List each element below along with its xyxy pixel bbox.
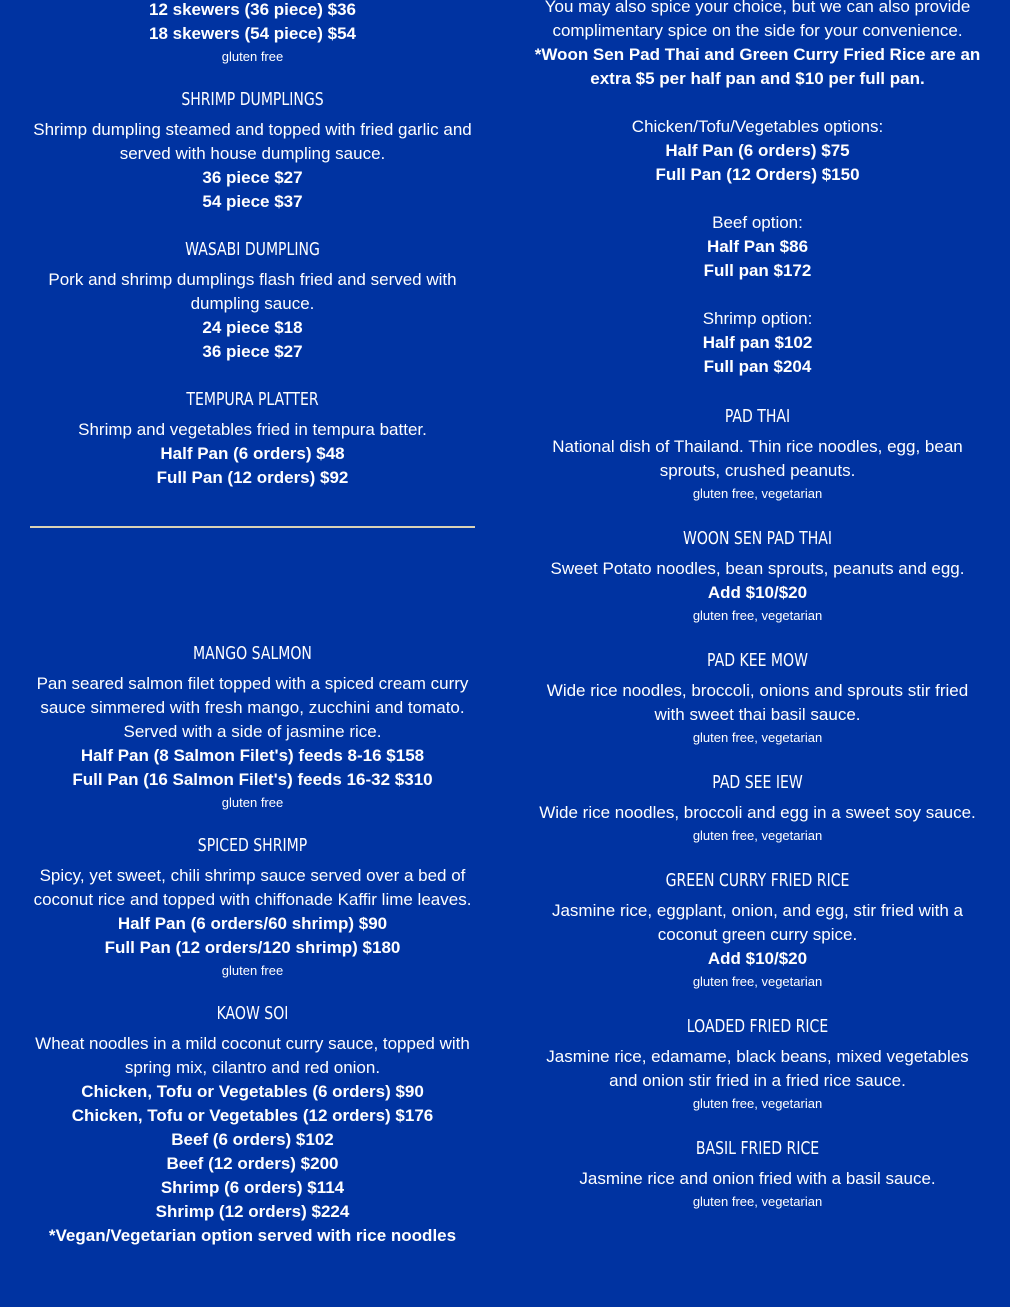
menu-item-green-curry-fried-rice xyxy=(530,869,985,991)
menu-price: 36 piece $27 xyxy=(202,168,303,187)
menu-price: Shrimp (6 orders) $114 xyxy=(160,1178,345,1197)
option-label: Beef option: xyxy=(712,213,803,232)
menu-item-description: Spicy, yet sweet, chili shrimp sauce served over a bed of coconut rice and topped with chiffonade Kaffir lime leaves. xyxy=(33,866,472,909)
option-chicken-tofu-vegetables xyxy=(530,115,985,187)
menu-item-title: MANGO SALMON xyxy=(193,643,312,664)
menu-price: Full pan $204 xyxy=(703,357,812,376)
menu-price: Chicken, Tofu or Vegetables (6 orders) $90 xyxy=(81,1082,424,1101)
menu-item-shrimp-dumplings xyxy=(30,88,475,214)
menu-price: Half Pan (6 orders/60 shrimp) $90 xyxy=(117,914,388,933)
menu-item-description: Shrimp and vegetables fried in tempura batter. xyxy=(78,420,427,439)
menu-item-title: BASIL FRIED RICE xyxy=(695,1138,820,1159)
menu-item-description: Shrimp dumpling steamed and topped with fried garlic and served with house dumpling sauce. xyxy=(33,120,472,163)
menu-price: 24 piece $18 xyxy=(202,318,303,337)
menu-price: Add $10/$20 xyxy=(707,583,808,602)
left-menu-column xyxy=(30,0,475,1248)
menu-price: Add $10/$20 xyxy=(707,949,808,968)
menu-item-description: Wide rice noodles, broccoli and egg in a sweet soy sauce. xyxy=(539,803,976,822)
menu-item-title: GREEN CURRY FRIED RICE xyxy=(665,870,850,891)
option-shrimp xyxy=(530,307,985,379)
menu-price: Full Pan (12 orders/120 shrimp) $180 xyxy=(104,938,401,957)
menu-item-title: SHRIMP DUMPLINGS xyxy=(181,89,324,110)
menu-item-title: WASABI DUMPLING xyxy=(185,239,320,260)
intro-description: You may also spice your choice, but we can also provide complimentary spice on the side for your convenience. xyxy=(544,0,971,40)
menu-price: 12 skewers (36 piece) $36 xyxy=(149,0,356,19)
menu-item-description: Jasmine rice, edamame, black beans, mixed vegetables and onion stir fried in a fried rice sauce. xyxy=(546,1047,969,1090)
menu-item-title: SPICED SHRIMP xyxy=(197,835,308,856)
menu-item-description: Jasmine rice and onion fried with a basil sauce. xyxy=(579,1169,936,1188)
menu-price: 18 skewers (54 piece) $54 xyxy=(149,24,356,43)
dietary-tag: gluten free, vegetarian xyxy=(692,1194,823,1209)
dietary-tag: gluten free xyxy=(221,49,284,64)
section-divider xyxy=(30,526,475,528)
menu-item-pad-see-iew xyxy=(530,771,985,845)
menu-item-description: Wheat noodles in a mild coconut curry sauce, topped with spring mix, cilantro and red onion. xyxy=(35,1034,470,1077)
dietary-tag: gluten free, vegetarian xyxy=(692,974,823,989)
right-menu-column xyxy=(530,0,985,1211)
option-beef xyxy=(530,211,985,283)
menu-item-title: WOON SEN PAD THAI xyxy=(682,528,833,549)
menu-item-loaded-fried-rice xyxy=(530,1015,985,1113)
menu-price: 54 piece $37 xyxy=(202,192,303,211)
dietary-tag: gluten free, vegetarian xyxy=(692,730,823,745)
menu-item-pad-thai xyxy=(530,405,985,503)
menu-price: 36 piece $27 xyxy=(202,342,303,361)
menu-price: Chicken, Tofu or Vegetables (12 orders) $176 xyxy=(71,1106,434,1125)
menu-price: Half Pan (6 orders) $75 xyxy=(665,141,850,160)
menu-item-wasabi-dumpling xyxy=(30,238,475,364)
option-label: Shrimp option: xyxy=(702,309,813,328)
dietary-tag: gluten free, vegetarian xyxy=(692,828,823,843)
menu-price: Half Pan (8 Salmon Filet's) feeds 8-16 $158 xyxy=(80,746,425,765)
menu-item-description: Pork and shrimp dumplings flash fried and served with dumpling sauce. xyxy=(48,270,457,313)
intro-note: *Woon Sen Pad Thai and Green Curry Fried Rice are an extra $5 per half pan and $10 per full pan. xyxy=(534,45,981,88)
menu-price: Full pan $172 xyxy=(703,261,812,280)
menu-item-description: Wide rice noodles, broccoli, onions and sprouts stir fried with sweet thai basil sauce. xyxy=(546,681,969,724)
menu-price: Shrimp (12 orders) $224 xyxy=(155,1202,350,1221)
menu-price: Half Pan (6 orders) $48 xyxy=(160,444,345,463)
menu-price: Half pan $102 xyxy=(702,333,813,352)
skewers-prices xyxy=(30,0,475,66)
menu-item-kaow-soi xyxy=(30,1002,475,1248)
menu-item-title: LOADED FRIED RICE xyxy=(686,1016,829,1037)
menu-item-title: TEMPURA PLATTER xyxy=(186,389,319,410)
menu-price: Half Pan $86 xyxy=(706,237,809,256)
dietary-tag: gluten free, vegetarian xyxy=(692,1096,823,1111)
menu-item-description: National dish of Thailand. Thin rice noodles, egg, bean sprouts, crushed peanuts. xyxy=(552,437,963,480)
dietary-tag: gluten free xyxy=(221,795,284,810)
menu-item-mango-salmon xyxy=(30,642,475,812)
menu-item-woon-sen-pad-thai xyxy=(530,527,985,625)
menu-note: *Vegan/Vegetarian option served with rice noodles xyxy=(48,1226,457,1245)
dietary-tag: gluten free, vegetarian xyxy=(692,486,823,501)
menu-item-tempura-platter xyxy=(30,388,475,490)
menu-price: Full Pan (12 orders) $92 xyxy=(156,468,349,487)
menu-price: Beef (12 orders) $200 xyxy=(166,1154,339,1173)
menu-item-description: Pan seared salmon filet topped with a spiced cream curry sauce simmered with fresh mango, zucchini and tomato. Served with a side of jasmine rice. xyxy=(36,674,469,741)
menu-price: Beef (6 orders) $102 xyxy=(171,1130,334,1149)
option-label: Chicken/Tofu/Vegetables options: xyxy=(631,117,884,136)
menu-price: Full Pan (16 Salmon Filet's) feeds 16-32 $310 xyxy=(72,770,433,789)
noodle-intro xyxy=(530,0,985,91)
menu-item-description: Jasmine rice, eggplant, onion, and egg, stir fried with a coconut green curry spice. xyxy=(551,901,964,944)
dietary-tag: gluten free, vegetarian xyxy=(692,608,823,623)
menu-item-title: PAD KEE MOW xyxy=(707,650,808,671)
menu-price: Full Pan (12 Orders) $150 xyxy=(655,165,860,184)
menu-item-basil-fried-rice xyxy=(530,1137,985,1211)
menu-item-description: Sweet Potato noodles, bean sprouts, peanuts and egg. xyxy=(550,559,965,578)
menu-item-spiced-shrimp xyxy=(30,834,475,980)
menu-item-pad-kee-mow xyxy=(530,649,985,747)
menu-item-title: KAOW SOI xyxy=(216,1003,289,1024)
menu-item-title: PAD SEE IEW xyxy=(712,772,803,793)
menu-item-title: PAD THAI xyxy=(724,406,791,427)
dietary-tag: gluten free xyxy=(221,963,284,978)
